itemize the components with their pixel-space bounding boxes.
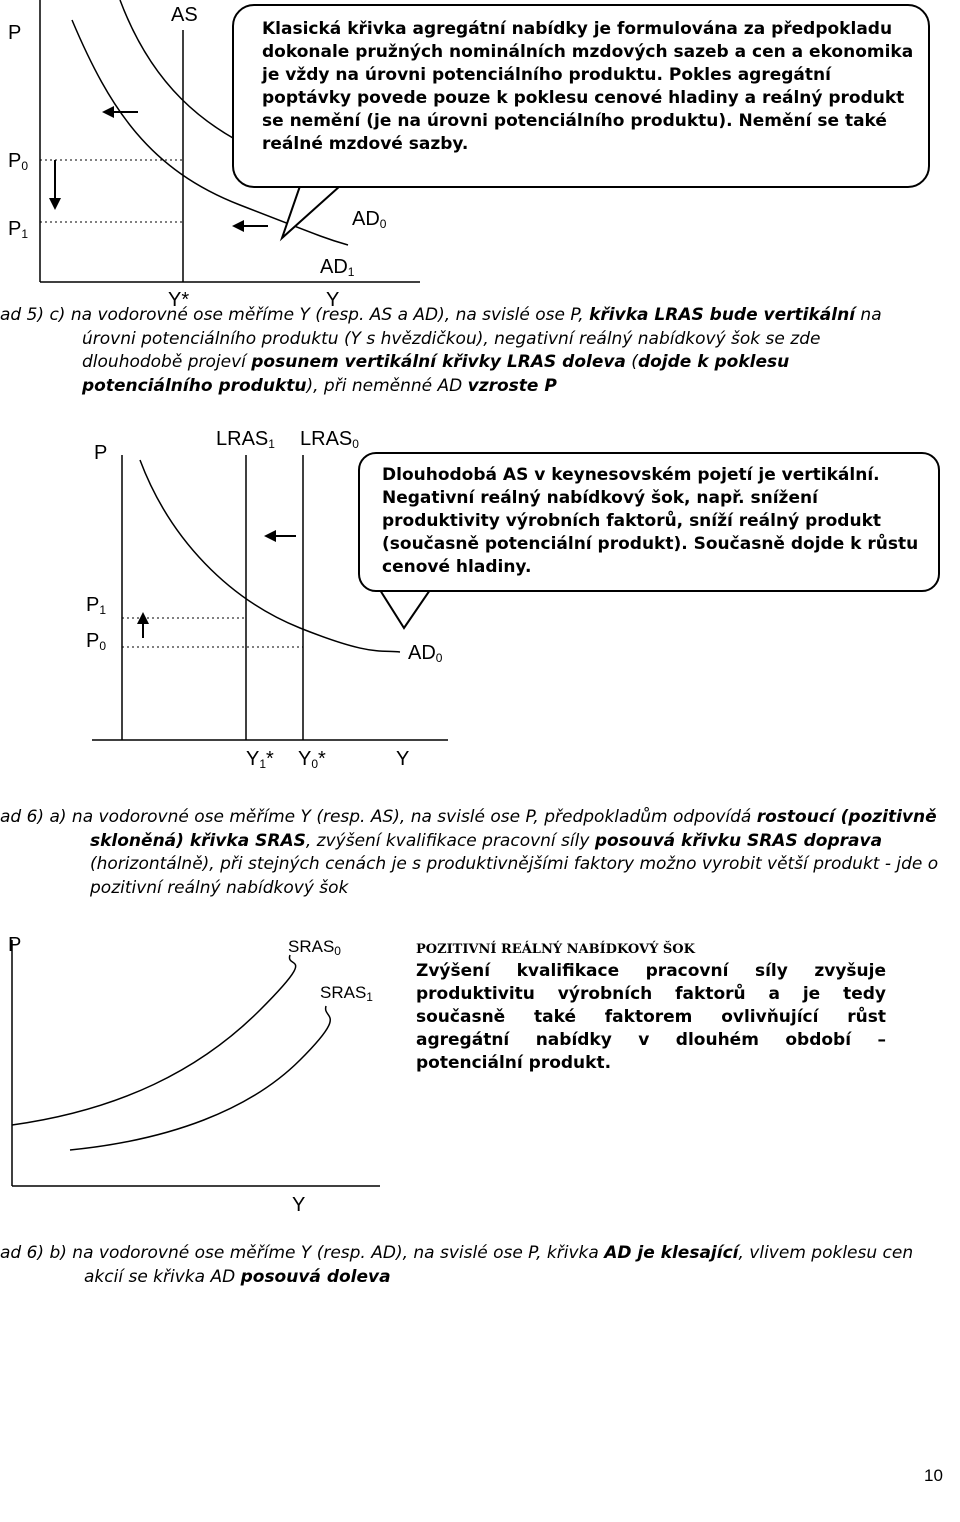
- g1-p1-label: $P_1$: [8, 218, 29, 241]
- g3-text: Zvýšení kvalifikace pracovní síly zvyšuje produktivitu výrobních faktorů a je tedy současně také faktorem ovlivňující růst agregátní nabídky v dlouhém období – potenciální produkt.: [416, 961, 886, 1073]
- page-number: 10: [924, 1466, 943, 1485]
- p2-c: , zvýšení kvalifikace pracovní síly: [305, 830, 595, 851]
- p3-a: ad 6) b) na vodorovné ose měříme Y (resp. AD), na svislé ose P, křivka: [0, 1243, 605, 1263]
- p1-f: dojde k poklesu potenciálního produktu: [82, 352, 790, 396]
- p2-b: rostoucí (pozitivně skloněná) křivka SRAS: [90, 807, 937, 851]
- g1-axis-p-label: P: [8, 22, 22, 44]
- g2-callout-text: Dlouhodobá AS v keynesovském pojetí je vertikální. Negativní reálný nabídkový šok, např. snížení produktivity výrobních faktorů, sníží reálný produkt (současně potenciální produkt). Současně dojde k růstu cenové hladiny.: [382, 465, 919, 577]
- p1-e: (: [625, 352, 638, 372]
- g2-p1-label: $P_1$: [86, 594, 107, 617]
- p2-d: posouvá křivku SRAS doprava: [594, 830, 883, 851]
- g2-y1-label: $Y_1*$: [246, 748, 274, 771]
- p1-c: na úrovni potenciálního produktu (Y s hvězdičkou), negativní reálný nabídkový šok se zde dlouhodobě projeví: [82, 305, 882, 372]
- g2-y0-label: $Y_0*$: [298, 748, 326, 771]
- g3-title: POZITIVNÍ REÁLNÝ NABÍDKOVÝ ŠOK: [416, 942, 695, 957]
- g3-y-label: Y: [292, 1194, 306, 1216]
- g1-ad1-label: $AD_1$: [320, 256, 355, 279]
- p1-a: ad 5) c) na vodorovné ose měříme Y (resp. AS a AD), na svislé ose P,: [0, 305, 590, 325]
- p3-d: posouvá doleva: [240, 1266, 391, 1287]
- g1-y-label: Y: [326, 289, 340, 311]
- p1-d: posunem vertikální křivky LRAS doleva: [251, 352, 626, 372]
- g2-ad0-label: $AD_0$: [408, 642, 443, 665]
- g1-ad0-label: $AD_0$: [352, 208, 387, 231]
- p2-a: ad 6) a) na vodorovné ose měříme Y (resp. AS), na svislé ose P, předpokladům odpovídá: [0, 807, 757, 827]
- g1-ystar-label: Y*: [168, 289, 190, 311]
- p1-g: ), při neměnné AD: [306, 375, 468, 396]
- p2-e: (horizontálně), při stejných cenách je s produktivnějšími faktory možno vyrobit větší produkt - jde o pozitivní reálný nabídkový šok: [90, 854, 939, 898]
- g2-lras1-label: $LRAS_1$: [216, 428, 275, 451]
- g2-axis-p-label: P: [94, 442, 108, 464]
- g1-as-label: AS: [171, 4, 198, 26]
- g1-callout-text: Klasická křivka agregátní nabídky je formulována za předpokladu dokonale pružných nominálních mzdových sazeb a cen a ekonomika je vždy na úrovni potenciálního produktu. Pokles agregátní poptávky povede pouze k poklesu cenové hladiny a reálný produkt se nemění (je na úrovni potenciálního produktu). Nemění se také reálné mzdové sazby.: [262, 19, 914, 154]
- paragraph-ad6b: [0, 1242, 940, 1289]
- p3-c: , vlivem poklesu cen akcií se křivka AD: [84, 1243, 914, 1287]
- p3-b: AD je klesající: [604, 1243, 739, 1263]
- g2-y-label: Y: [396, 748, 410, 770]
- p1-b: křivka LRAS bude vertikální: [589, 305, 856, 325]
- p1-h: vzroste P: [467, 375, 557, 396]
- g3-sras0-label: $SRAS_0$: [288, 937, 341, 958]
- g2-lras0-label: $LRAS_0$: [300, 428, 359, 451]
- g3-axis-p-label: P: [8, 934, 22, 956]
- g1-p0-label: $P_0$: [8, 150, 29, 173]
- g3-sras1-label: $SRAS_1$: [320, 983, 373, 1004]
- g2-p0-label: $P_0$: [86, 630, 107, 653]
